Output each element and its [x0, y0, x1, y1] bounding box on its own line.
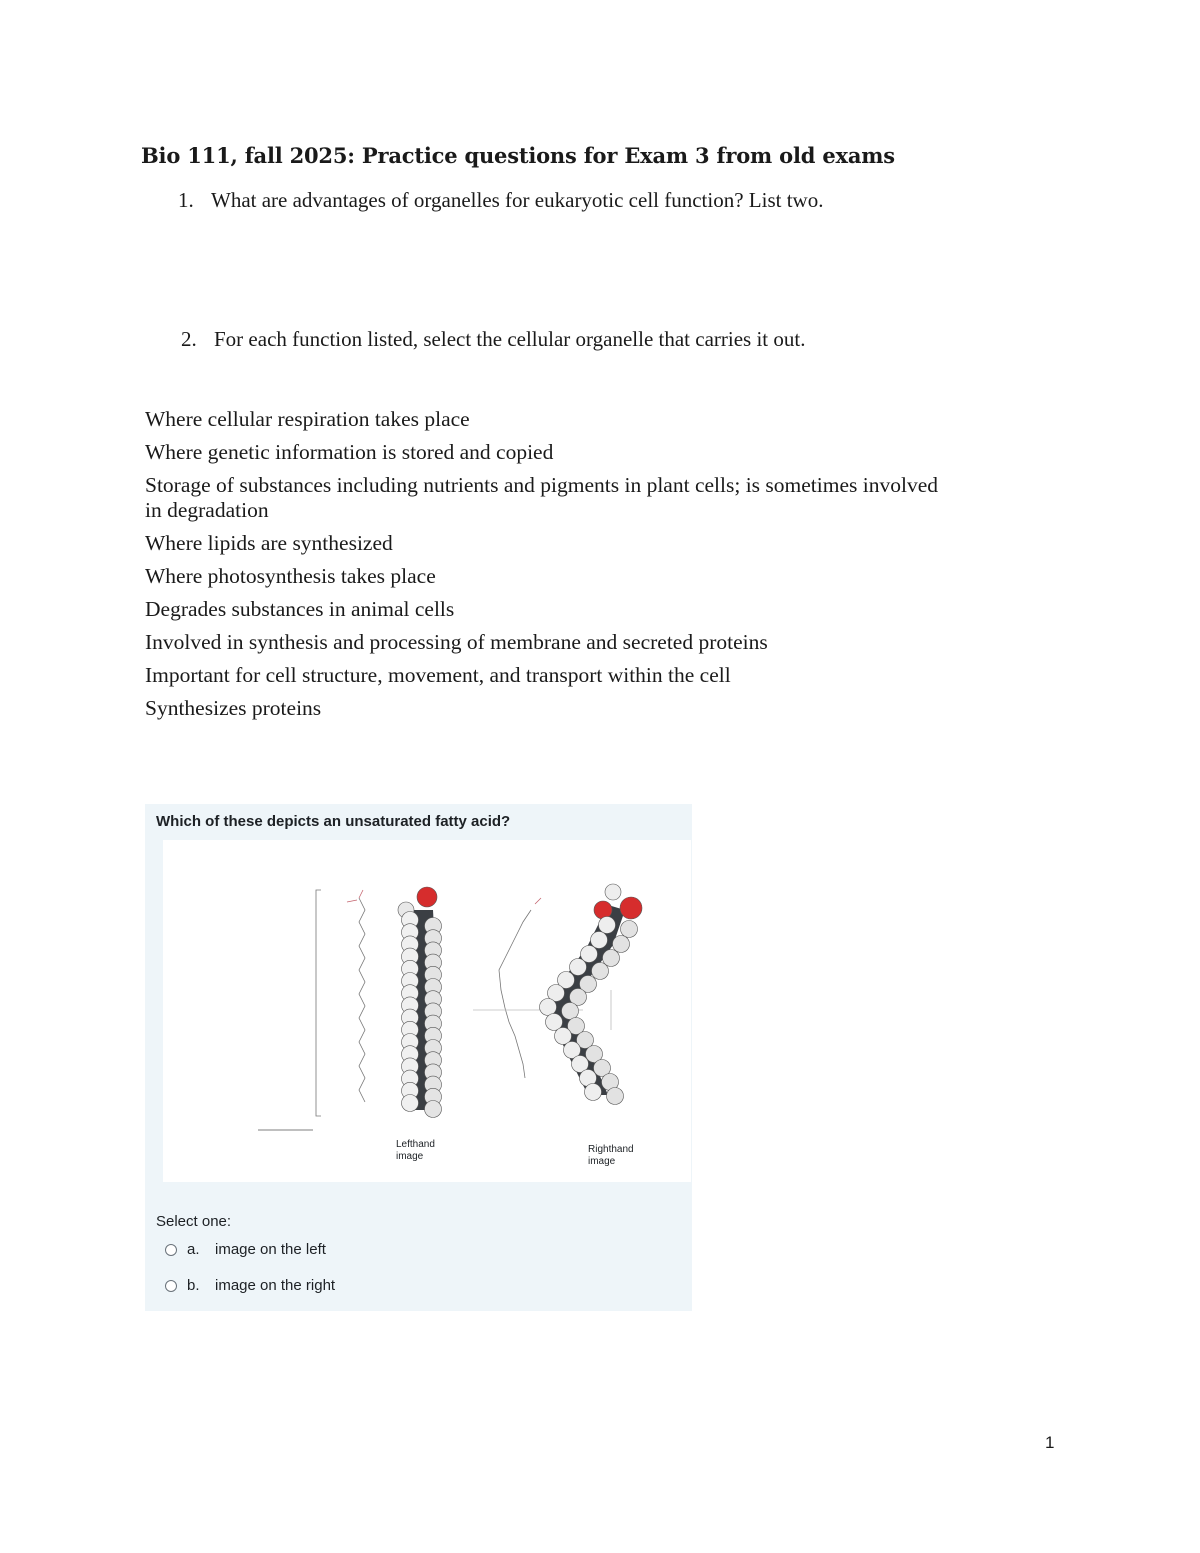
atom-sphere [585, 1084, 602, 1101]
saturated-skeletal-formula [316, 890, 365, 1116]
page-number: 1 [1045, 1433, 1055, 1452]
atom-sphere [402, 1095, 419, 1112]
function-item: Degrades substances in animal cells [145, 597, 455, 621]
function-item: Where lipids are synthesized [145, 531, 393, 555]
option-letter: a. [187, 1241, 200, 1258]
page-title: Bio 111, fall 2025: Practice questions for Exam 3 from old exams [141, 143, 895, 168]
function-item: Important for cell structure, movement, and transport within the cell [145, 663, 731, 687]
atom-sphere [425, 1101, 442, 1118]
radio-button-icon[interactable] [165, 1244, 177, 1256]
atom-sphere [620, 897, 642, 919]
question-number: 2. [181, 327, 197, 351]
atom-spheres [398, 884, 642, 1118]
question-text: What are advantages of organelles for eukaryotic cell function? List two. [211, 188, 824, 212]
atom-sphere [417, 887, 437, 907]
left-image-caption: Lefthand image [396, 1139, 435, 1162]
quiz-question-text: Which of these depicts an unsaturated fatty acid? [156, 813, 511, 830]
question-number: 1. [178, 188, 194, 212]
function-item: Where cellular respiration takes place [145, 407, 470, 431]
atom-sphere [562, 1003, 579, 1020]
function-item: Synthesizes proteins [145, 696, 322, 720]
atom-sphere [592, 963, 609, 980]
function-item: Where genetic information is stored and copied [145, 440, 554, 464]
atom-sphere [605, 884, 621, 900]
right-image-caption: Righthand image [588, 1144, 634, 1167]
atom-sphere [621, 921, 638, 938]
function-item: Storage of substances including nutrients and pigments in plant cells; is sometimes involved in degradation [145, 473, 938, 522]
atom-sphere [613, 936, 630, 953]
quiz-question-panel [145, 804, 692, 1311]
function-list [145, 407, 945, 729]
question-text: For each function listed, select the cellular organelle that carries it out. [214, 327, 806, 351]
atom-sphere [591, 932, 608, 949]
atom-sphere [607, 1088, 624, 1105]
fatty-acid-figure [163, 840, 691, 1182]
radio-button-icon[interactable] [165, 1280, 177, 1292]
option-letter: b. [187, 1277, 200, 1294]
atom-sphere [570, 959, 587, 976]
option-text: image on the right [215, 1277, 336, 1294]
function-item: Where photosynthesis takes place [145, 564, 436, 588]
function-item: Involved in synthesis and processing of membrane and secreted proteins [145, 630, 768, 654]
option-text: image on the left [215, 1241, 326, 1258]
select-one-label: Select one: [156, 1213, 232, 1230]
atom-sphere [599, 917, 616, 934]
atom-sphere [540, 999, 557, 1016]
atom-sphere [594, 901, 612, 919]
